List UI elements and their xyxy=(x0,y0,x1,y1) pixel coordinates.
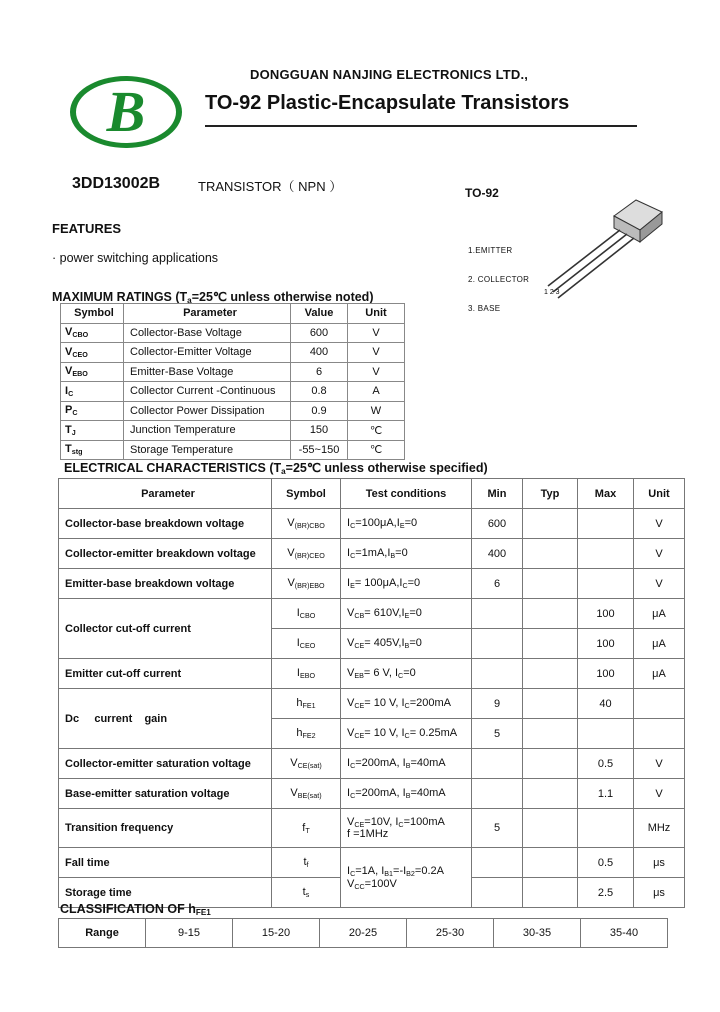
table-row: Collector cut-off current $I_{CBO}$ $V_{CB}= 610V,I_E=0$ 100 μA xyxy=(59,599,685,629)
part-type: TRANSISTOR（ NPN ） xyxy=(198,179,343,194)
pin-3-label: 3. BASE xyxy=(468,304,501,313)
classification-heading: CLASSIFICATION OF $h_{FE1}$ xyxy=(60,902,211,918)
title-divider xyxy=(205,125,637,127)
table-row: $V_{CEO}$ Collector-Emitter Voltage 400 V xyxy=(61,343,405,363)
pin-1-label: 1.EMITTER xyxy=(468,246,513,255)
table-row: $T_J$ Junction Temperature 150 ℃ xyxy=(61,421,405,441)
table-row: $T_{stg}$ Storage Temperature -55~150 ℃ xyxy=(61,440,405,460)
table-row: Dc current gain $h_{FE1}$ $V_{CE}= 10$ V, $I_C=200mA$ 9 40 xyxy=(59,689,685,719)
part-number: 3DD13002B xyxy=(72,175,161,192)
table-row: $V_{EBO}$ Emitter-Base Voltage 6 V xyxy=(61,362,405,382)
company-logo xyxy=(68,74,184,150)
pin-numbers: 1 2 3 xyxy=(544,289,560,296)
table-row: Fall time $t_f$ $I_C=1A$, $I_{B1}=-I_{B2}=0.2A$ $V_{CC}=100V$ 0.5 μs xyxy=(59,848,685,878)
feature-item: · power switching applications xyxy=(52,251,219,265)
max-ratings-table xyxy=(60,303,405,460)
table-row: Storage time $t_s$ 2.5 μs xyxy=(59,878,685,908)
table-row: $V_{CBO}$ Collector-Base Voltage 600 V xyxy=(61,323,405,343)
logo-letter: B xyxy=(106,79,146,144)
pin-2-label: 2. COLLECTOR xyxy=(468,275,530,284)
electrical-table xyxy=(58,478,685,908)
package-name: TO-92 xyxy=(465,186,499,200)
table-row: Collector-emitter breakdown voltage $V_{(BR)CEO}$ $I_C=1mA,I_B=0$ 400 V xyxy=(59,539,685,569)
classification-table xyxy=(58,918,668,948)
table-row: Emitter-base breakdown voltage $V_{(BR)EBO}$ $I_E= 100\mu A,I_C=0$ 6 V xyxy=(59,569,685,599)
document-title: TO-92 Plastic-Encapsulate Transistors xyxy=(205,92,570,114)
table-row: Emitter cut-off current $I_{EBO}$ $V_{EB}= 6$ V, $I_C=0$ 100 μA xyxy=(59,659,685,689)
table-row: Collector-emitter saturation voltage $V_{CE(sat)}$ $I_C=200mA$, $I_B=40mA$ 0.5 V xyxy=(59,749,685,779)
max-ratings-heading: MAXIMUM RATINGS ($T_a=25℃$ unless otherwise noted) xyxy=(52,290,374,306)
table-row: $I_C$ Collector Current -Continuous 0.8 A xyxy=(61,382,405,402)
table-row: Collector-base breakdown voltage $V_{(BR)CBO}$ $I_C=100\mu A,I_E=0$ 600 V xyxy=(59,509,685,539)
table-row: Base-emitter saturation voltage $V_{BE(sat)}$ $I_C=200mA$, $I_B=40mA$ 1.1 V xyxy=(59,779,685,809)
company-name: DONGGUAN NANJING ELECTRONICS LTD., xyxy=(250,67,529,82)
to92-package-drawing xyxy=(540,196,666,306)
table-row: Transition frequency $f_T$ $V_{CE}=10V$, $I_C=100mA$ f =1MHz 5 MHz xyxy=(59,809,685,848)
features-heading: FEATURES xyxy=(52,221,122,236)
electrical-heading: ELECTRICAL CHARACTERISTICS ($T_a=25℃$ unless otherwise specified) xyxy=(64,461,488,477)
table-row: $I_{CEO}$ $V_{CE}= 405V,I_B=0$ 100 μA xyxy=(59,629,685,659)
table-row: $P_C$ Collector Power Dissipation 0.9 W xyxy=(61,401,405,421)
table-row: $h_{FE2}$ $V_{CE}= 10$ V, $I_C= 0.25mA$ 5 xyxy=(59,719,685,749)
table-header-row: Symbol Parameter Value Unit xyxy=(61,304,405,324)
table-row: Range 9-15 15-20 20-25 25-30 30-35 35-40 xyxy=(59,919,668,948)
table-header-row: Parameter Symbol Test conditions Min Typ Max Unit xyxy=(59,479,685,509)
